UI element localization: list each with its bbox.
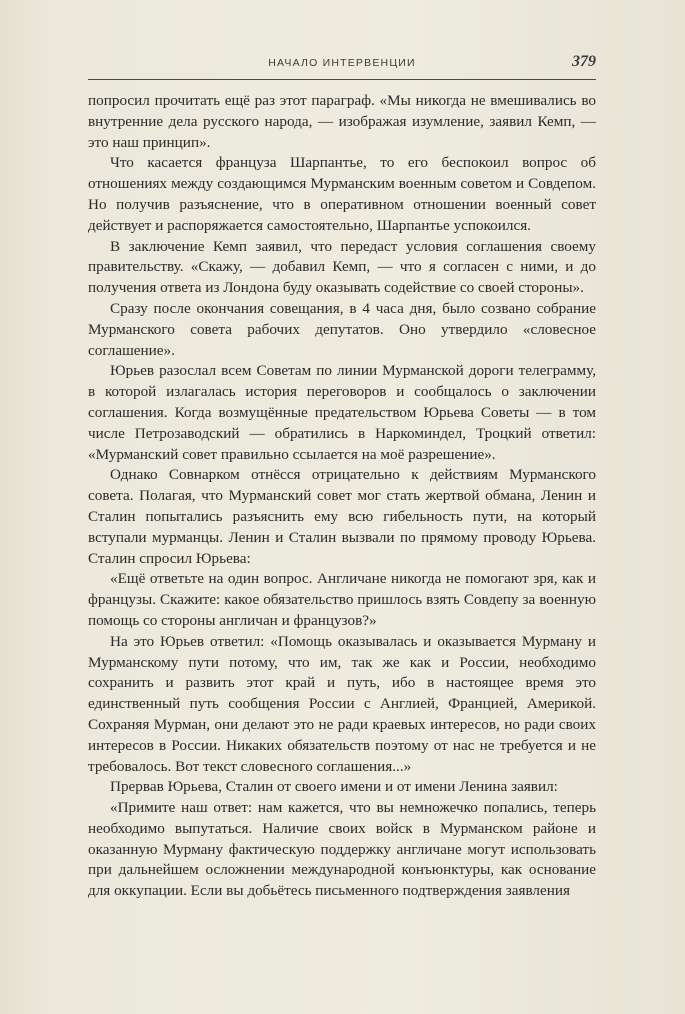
paragraph: Сразу после окончания совещания, в 4 часа дня, было созвано собрание Мурманского совета рабочих депутатов. Оно утвердило «словесное соглашение». [88,299,596,359]
paragraph: Однако Совнарком отнёсся отрицательно к действиям Мурманского совета. Полагая, что Мурманский совет мог стать жертвой обмана, Ленин и Сталин попытались разъяснить ему всю гибельность пути, на который вступали мурманцы. Ленин и Сталин вызвали по прямому проводу Юрьева. Сталин спросил Юрьева: [88,466,596,567]
paragraph: В заключение Кемп заявил, что передаст условия соглашения своему правительству. «Скажу, — добавил Кемп, — что я согласен с ними, и до получения ответа из Лондона буду оказывать содействие со своей стороны». [88,237,596,297]
quote-paragraph: «Примите наш ответ: нам кажется, что вы немножечко попались, теперь необходимо выпутаться. Наличие своих войск в Мурманском районе и оказанную Мурману фактическую поддержку англичане могут использовать при дальнейшем осложнении международной конъюнктуры, как основание для оккупации. Если вы добьётесь письменного подтверждения заявления [88,799,596,900]
paragraph: Что касается француза Шарпантье, то его беспокоил вопрос об отношениях между создающимся Мурманским военным советом и Совдепом. Но получив разъяснение, что в оперативном отношении военный совет действует и распоряжается самостоятельно, Шарпантье успокоился. [88,154,596,234]
paragraph: Юрьев разослал всем Советам по линии Мурманской дороги телеграмму, в которой излагалась история переговоров и сообщалось о заключении соглашения. Когда возмущённые предательством Юрьева Советы — в том числе Петрозаводский — обратились в Наркоминдел, Троцкий ответил: «Мурманский совет правильно ссылается на моё разрешение». [88,362,596,463]
page-number: 379 [572,53,596,70]
paragraph: На это Юрьев ответил: «Помощь оказывалась и оказывается Мурману и Мурманскому пути потому, что им, так же как и России, необходимо сохранить и развить этот край и путь, ибо в настоящее время это единственный путь сообщения России с Англией, Францией, Америкой. Сохраняя Мурман, они делают это не ради краевых интересов, но ради своих интересов в России. Никаких обязательств поэтому от нас не требуется и не требовалось. Вот текст словесного соглашения...» [88,632,596,775]
body-text [88,91,596,902]
quote-paragraph: «Ещё ответьте на один вопрос. Англичане никогда не помогают зря, как и французы. Скажите: какое обязательство пришлось взять Совдепу за военную помощь со стороны англичан и французов?» [88,570,596,629]
paragraph: попросил прочитать ещё раз этот параграф. «Мы никогда не вмешивались во внутренние дела русского народа, — изображая изумление, заявил Кемп, — это наш принцип». [88,92,596,151]
paragraph: Прервав Юрьева, Сталин от своего имени и от имени Ленина заявил: [110,778,558,796]
running-title: НАЧАЛО ИНТЕРВЕНЦИИ [268,57,416,69]
page-header [88,49,596,80]
